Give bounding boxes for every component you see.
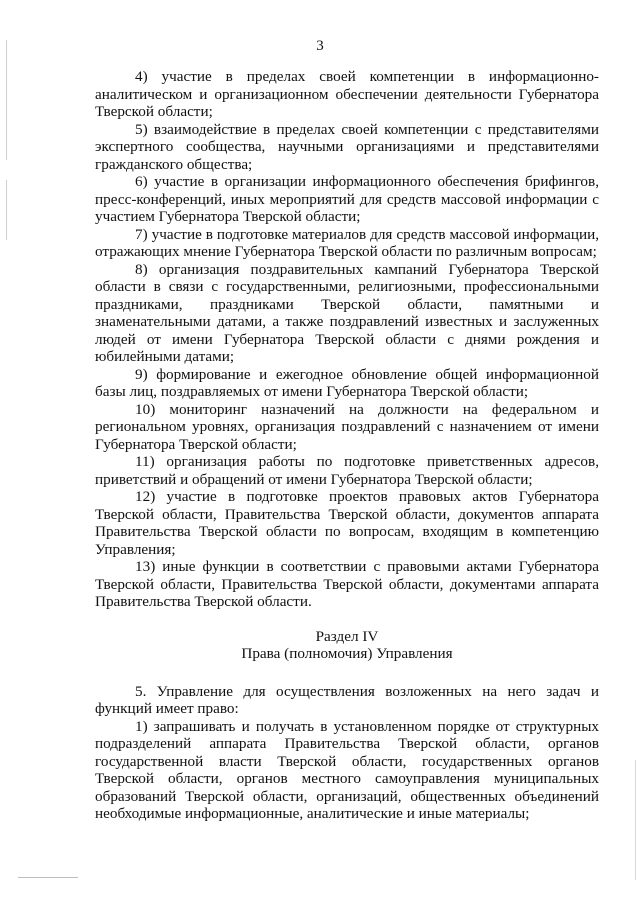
list-item: 5) взаимодействие в пределах своей компетенции с представителями экспертного сообщества, научными организациями и представителями гражданского общества; <box>95 120 599 173</box>
list-item: 11) организация работы по подготовке приветственных адресов, приветствий и обращений от имени Губернатора Тверской области; <box>95 453 599 488</box>
list-item: 10) мониторинг назначений на должности на федеральном и региональном уровнях, организация поздравлений с назначением от имени Губернатора Тверской области; <box>95 400 599 453</box>
page-number: 3 <box>316 38 324 54</box>
scan-edge-mark <box>635 760 636 880</box>
footer-rule <box>18 877 78 878</box>
list-item: 4) участие в пределах своей компетенции в информационно-аналитическом и организационном обеспечении деятельности Губернатора Тверской области; <box>95 68 599 120</box>
section-title: Раздел IV <box>315 627 379 645</box>
list-item: 1) запрашивать и получать в установленном порядке от структурных подразделений аппарата Правительства Тверской области, органов государственной власти Тверской области, государственных органов Тверской области, органов местного самоуправления муниципальных образований Тверской области, организаций, общественных объединений необходимые информационные, аналитические и иные материалы; <box>95 717 599 822</box>
document-body <box>95 68 599 823</box>
section-subtitle: Права (полномочия) Управления <box>241 645 453 662</box>
list-item: 6) участие в организации информационного обеспечения брифингов, пресс-конференций, иных мероприятий для средств массовой информации с участием Губернатора Тверской области; <box>95 173 599 225</box>
list-item: 13) иные функции в соответствии с правовыми актами Губернатора Тверской области, Правительства Тверской области, документами аппарата Правительства Тверской области. <box>95 558 599 610</box>
list-item: 7) участие в подготовке материалов для средств массовой информации, отражающих мнение Губернатора Тверской области по различным вопросам; <box>95 225 599 260</box>
rights-intro: 5. Управление для осуществления возложенных на него задач и функций имеет право: <box>95 682 599 717</box>
spacer <box>95 663 599 683</box>
list-item: 12) участие в подготовке проектов правовых актов Губернатора Тверской области, Правительства Тверской области, документов аппарата Правительства Тверской области по вопросам, входящим в компетенцию Управления; <box>95 488 599 558</box>
scan-edge-mark <box>6 40 7 160</box>
list-item: 8) организация поздравительных кампаний Губернатора Тверской области в связи с государственными, религиозными, профессиональными праздниками, праздниками Тверской области, памятными и знаменательными датами, а также поздравлений известных и заслуженных людей от имени Губернатора Тверской области с днями рождения и юбилейными датами; <box>95 260 599 365</box>
scan-edge-mark <box>6 180 7 240</box>
list-item: 9) формирование и ежегодное обновление общей информационной базы лиц, поздравляемых от имени Губернатора Тверской области; <box>95 365 599 400</box>
